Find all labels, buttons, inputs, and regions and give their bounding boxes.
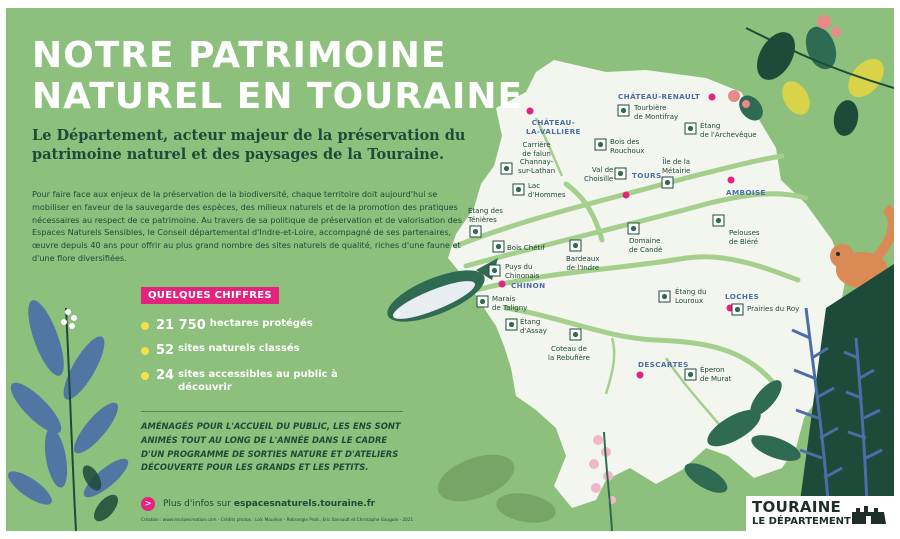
white-flowers	[61, 309, 77, 329]
site-marker-taligny	[477, 296, 488, 307]
site-label-montifray: Tourbière de Montifray	[634, 104, 679, 121]
title-line-2: NATUREL EN TOURAINE	[32, 76, 524, 117]
city-label-chateau-la-valliere: CHÂTEAU- LA-VALLIÈRE	[526, 118, 581, 136]
site-marker-puys	[489, 265, 500, 276]
site-label-blere: Pelouses de Bléré	[729, 229, 760, 246]
logo-line-1: TOURAINE	[752, 498, 842, 516]
site-label-cande: Domaine de Candé	[629, 237, 663, 254]
site-marker-metairie	[662, 177, 673, 188]
site-marker-tenieres	[470, 226, 481, 237]
chiffres-heading: QUELQUES CHIFFRES	[141, 287, 279, 304]
site-label-channay: Carrière de falun Channay- sur-Lathan	[518, 141, 556, 175]
site-marker-cande	[628, 223, 639, 234]
city-label-chateau-renault: CHÂTEAU-RENAULT	[618, 92, 701, 101]
site-marker-louroux	[659, 291, 670, 302]
site-marker-murat	[685, 369, 696, 380]
stat-text: hectares protégés	[209, 318, 313, 329]
city-dot-descartes	[637, 372, 644, 379]
stat-number: 52	[156, 343, 175, 358]
city-label-descartes: DESCARTES	[638, 360, 689, 369]
subtitle: Le Département, acteur majeur de la préservation du patrimoine naturel et des paysages de la Touraine.	[32, 127, 466, 163]
intro-paragraph: Pour faire face aux enjeux de la préservation de la biodiversité, chaque territoire doit aujourd'hui se mobiliser en faveur de la sauvegarde des espèces, des milieux naturels et de la promotion des pratiques nécessaires au respect de ce patrimoine. Au travers de sa politique de préservation et de valorisation des Espaces Naturels Sensibles, le Conseil départemental d'Indre-et-Loire, accompagné de ses partenaires, œuvre depuis 40 ans pour offrir au plus grand nombre des sites naturels de qualité, riches d'une faune et d'une flore diversifiées.	[32, 189, 462, 263]
site-marker-rebufiere	[570, 329, 581, 340]
bullet-dot	[141, 322, 149, 330]
site-label-metairie: Île de la Métairie	[662, 158, 691, 175]
site-label-puys: Puys du Chinonais	[505, 263, 540, 280]
site-label-assay: Étang d'Assay	[520, 318, 547, 335]
arrow-icon: >	[141, 497, 155, 511]
title-line-1: NOTRE PATRIMOINE	[32, 35, 447, 76]
bullet-dot	[141, 347, 149, 355]
stat-sites-classes	[141, 343, 300, 358]
site-marker-choisille	[615, 168, 626, 179]
stat-number: 21 750	[156, 318, 206, 333]
site-label-louroux: Étang du Louroux	[675, 288, 707, 305]
city-label-tours: TOURS	[632, 171, 662, 180]
site-label-bardeaux: Bardeaux de l'Indre	[566, 255, 600, 272]
city-dot-chateau-la-valliere	[527, 108, 534, 115]
site-marker-bardeaux	[570, 240, 581, 251]
site-label-choisille: Val de Choisille	[584, 166, 614, 183]
site-label-prairies: Prairies du Roy	[747, 305, 800, 313]
touraine-logo	[746, 496, 894, 531]
site-marker-hommes	[513, 184, 524, 195]
site-marker-montifray	[618, 105, 629, 116]
stat-number: 24	[156, 368, 175, 383]
city-dot-chinon	[499, 281, 506, 288]
site-marker-bois-chetif	[493, 241, 504, 252]
city-dot-tours	[623, 192, 630, 199]
site-label-archeveque: Étang de l'Archevêque	[700, 122, 757, 139]
site-label-bois-chetif: Bois Chétif	[507, 244, 545, 252]
site-marker-assay	[506, 319, 517, 330]
castle-icon	[850, 502, 888, 526]
top-right-foliage	[728, 15, 894, 138]
page-title	[32, 35, 523, 117]
divider	[141, 411, 403, 412]
site-label-taligny: Marais de Taligny	[492, 295, 528, 312]
more-info-prefix: Plus d'infos sur	[163, 499, 231, 509]
stat-sites-accessibles	[141, 368, 348, 394]
bottom-foliage	[432, 446, 558, 527]
city-label-amboise: AMBOISE	[726, 188, 766, 197]
more-info	[141, 497, 375, 511]
stat-text: sites naturels classés	[178, 343, 300, 354]
stat-text: sites accessibles au public à découvrir	[178, 369, 338, 393]
site-label-rouchoux: Bois des Rouchoux	[610, 138, 645, 155]
city-dot-chateau-renault	[709, 94, 716, 101]
bullet-dot	[141, 372, 149, 380]
site-marker-rouchoux	[595, 139, 606, 150]
city-label-chinon: CHINON	[511, 281, 546, 290]
city-label-loches: LOCHES	[725, 292, 760, 301]
site-label-hommes: Lac d'Hommes	[528, 182, 566, 199]
site-marker-blere	[713, 215, 724, 226]
site-label-tenieres: Étang des Ténières	[468, 207, 503, 224]
city-dot-amboise	[728, 177, 735, 184]
site-marker-archeveque	[685, 123, 696, 134]
stat-hectares	[141, 318, 313, 333]
photo-credits: Création : www.mickaecreation.com - Crédits photos : Loïc Mauléon - Rebrangle Prod., Eric Sansault et Christophe Gauguin - 2021	[141, 517, 414, 522]
poster	[6, 8, 894, 531]
site-marker-channay	[501, 163, 512, 174]
website-link[interactable]: espacesnaturels.touraine.fr	[233, 499, 376, 509]
site-label-murat: Éperon de Murat	[700, 366, 732, 383]
site-marker-prairies	[732, 304, 743, 315]
logo-line-2: LE DÉPARTEMENT	[752, 516, 851, 527]
site-label-rebufiere: Coteau de la Rebufière	[548, 345, 590, 362]
ens-description: AMÉNAGÉS POUR L'ACCUEIL DU PUBLIC, LES ENS SONT ANIMÉS TOUT AU LONG DE L'ANNÉE DANS LE CADRE D'UN PROGRAMME DE SORTIES NATURE ET D'ATELIERS DÉCOUVERTE POUR LES GRANDS ET LES PETITS.	[141, 421, 401, 473]
